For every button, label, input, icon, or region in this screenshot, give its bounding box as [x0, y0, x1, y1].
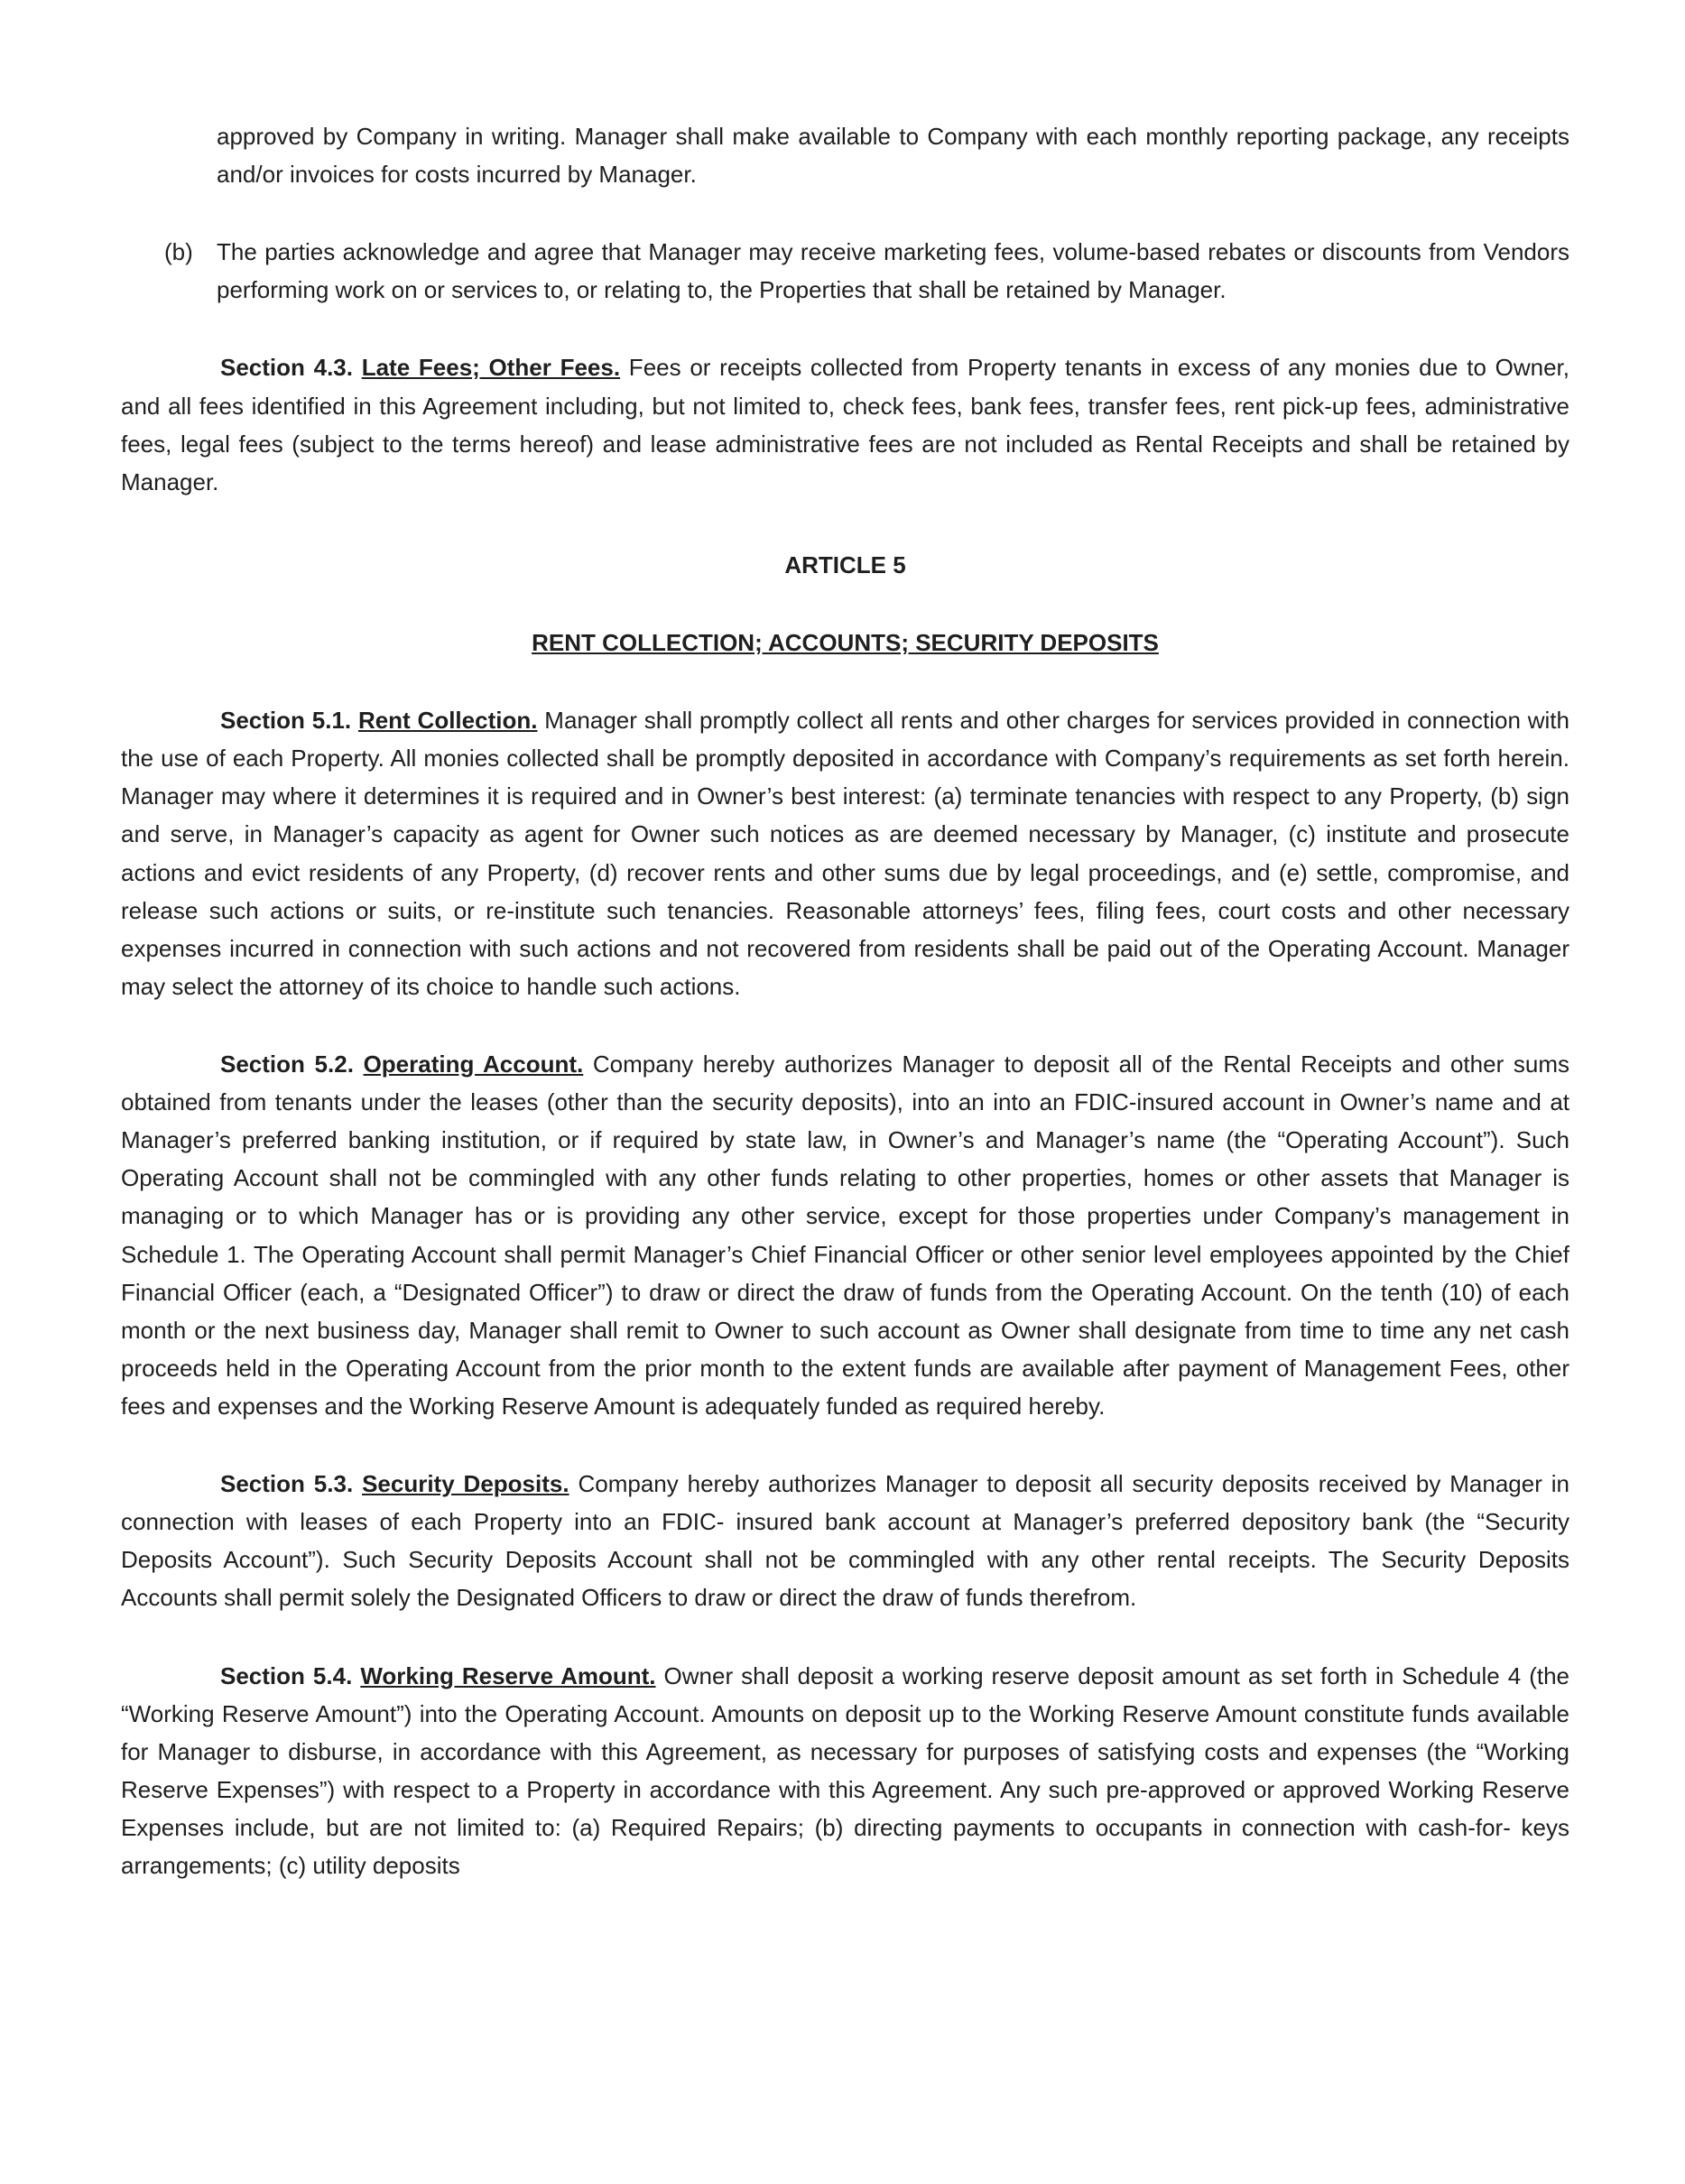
- list-item-b: [164, 233, 1569, 309]
- section-5-3-title: Security Deposits.: [362, 1470, 569, 1498]
- section-5-2-body: Company hereby authorizes Manager to deposit all of the Rental Receipts and other sums obtained from tenants under the leases (other than the security deposits), into an into an FDIC-insured account in Owner’s name and at Manager’s preferred banking institution, or if required by state law, in Owner’s and Manager’s name (the “Operating Account”). Such Operating Account shall not be commingled with any other funds relating to other properties, homes or other assets that Manager is managing or to which Manager has or is providing any other service, except for those properties under Company’s management in Schedule 1. The Operating Account shall permit Manager’s Chief Financial Officer or other senior level employees appointed by the Chief Financial Officer (each, a “Designated Officer”) to draw or direct the draw of funds from the Operating Account. On the tenth (10) of each month or the next business day, Manager shall remit to Owner to such account as Owner shall designate from time to time any net cash proceeds held in the Operating Account from the prior month to the extent funds are available after payment of Management Fees, other fees and expenses and the Working Reserve Amount is adequately funded as required hereby.: [121, 1050, 1569, 1420]
- section-5-1-title: Rent Collection.: [357, 707, 538, 735]
- section-5-4-body: Owner shall deposit a working reserve deposit amount as set forth in Schedule 4 (the “Working Reserve Amount”) into the Operating Account. Amounts on deposit up to the Working Reserve Amount constitute funds available for Manager to disburse, in accordance with this Agreement, as necessary for purposes of satisfying costs and expenses (the “Working Reserve Expenses”) with respect to a Property in accordance with this Agreement. Any such pre-approved or approved Working Reserve Expenses include, but are not limited to: (a) Required Repairs; (b) directing payments to occupants in connection with cash-for- keys arrangements; (c) utility deposits: [121, 1661, 1569, 1880]
- section-5-3-body: Company hereby authorizes Manager to deposit all security deposits received by Manager in connection with leases of each Property into an FDIC- insured bank account at Manager’s preferred depository bank (the “Security Deposits Account”). Such Security Deposits Account shall not be commingled with any other rental receipts. The Security Deposits Accounts shall permit solely the Designated Officers to draw or direct the draw of funds therefrom.: [121, 1470, 1569, 1612]
- section-5-3-label: Section 5.3.: [220, 1470, 363, 1498]
- section-5-2-title: Operating Account.: [363, 1050, 584, 1078]
- list-item-text: The parties acknowledge and agree that Manager may receive marketing fees, volume-based rebates or discounts from Vendors performing work on or services to, or relating to, the Properties that shall be retained by Manager.: [217, 238, 1569, 304]
- section-5-1-paragraph: [121, 701, 1569, 1005]
- section-4-3-title: Late Fees; Other Fees.: [361, 354, 621, 382]
- section-4-3-body: Fees or receipts collected from Property tenants in excess of any monies due to Owner, and all fees identified in this Agreement including, but not limited to, check fees, bank fees, transfer fees, rent pick-up fees, administrative fees, legal fees (subject to the terms hereof) and lease administrative fees are not included as Rental Receipts and shall be retained by Manager.: [121, 354, 1569, 495]
- section-4-3-paragraph: [121, 348, 1569, 500]
- article-5-title: ARTICLE 5: [784, 551, 906, 578]
- section-5-2-label: Section 5.2.: [220, 1050, 364, 1078]
- section-5-3-paragraph: [121, 1465, 1569, 1616]
- article-5-heading: [121, 546, 1569, 584]
- list-item-marker: (b): [164, 238, 193, 266]
- section-5-1-label: Section 5.1.: [220, 707, 358, 735]
- paragraph-continuation: [217, 117, 1569, 193]
- section-4-3-label: Section 4.3.: [220, 354, 362, 382]
- article-5-subtitle: [121, 624, 1569, 662]
- section-5-4-label: Section 5.4.: [220, 1661, 361, 1689]
- section-5-4-title: Working Reserve Amount.: [360, 1661, 656, 1689]
- article-5-subtitle-text: RENT COLLECTION; ACCOUNTS; SECURITY DEPOSITS: [532, 628, 1159, 656]
- paragraph-text: approved by Company in writing. Manager shall make available to Company with each monthly reporting package, any receipts and/or invoices for costs incurred by Manager.: [217, 123, 1569, 189]
- section-5-1-body: Manager shall promptly collect all rents and other charges for services provided in connection with the use of each Property. All monies collected shall be promptly deposited in accordance with Company’s requirements as set forth herein. Manager may where it determines it is required and in Owner’s best interest: (a) terminate tenancies with respect to any Property, (b) sign and serve, in Manager’s capacity as agent for Owner such notices as are deemed necessary by Manager, (c) institute and prosecute actions and evict residents of any Property, (d) recover rents and other sums due by legal proceedings, and (e) settle, compromise, and release such actions or suits, or re-institute such tenancies. Reasonable attorneys’ fees, filing fees, court costs and other necessary expenses incurred in connection with such actions and not recovered from residents shall be paid out of the Operating Account. Manager may select the attorney of its choice to handle such actions.: [121, 707, 1569, 1000]
- section-5-2-paragraph: [121, 1045, 1569, 1425]
- section-5-4-paragraph: [121, 1657, 1569, 1885]
